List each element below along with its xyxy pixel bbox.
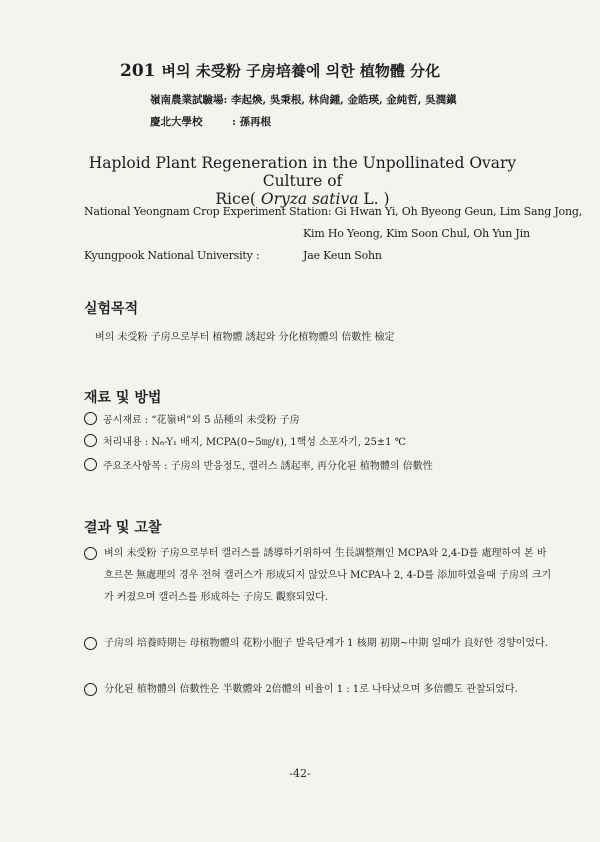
author-org-1: National Yeongnam Crop Experiment Station:: [84, 205, 332, 218]
methods-item-text: 주요조사항목 : 子房의 반응정도, 캘러스 誘起率, 再分化된 植物體의 倍數性: [103, 461, 433, 472]
paper-number: 201: [120, 61, 156, 81]
author-names-1a: Gi Hwan Yi, Oh Byeong Geun, Lim Sang Jong,: [334, 205, 583, 218]
affiliation-org: 嶺南農業試驗場:: [150, 94, 228, 106]
circle-bullet-icon: [84, 434, 97, 447]
affiliation-names: 李起煥, 吳秉根, 林尙鍾, 金皓瑛, 金純哲, 吳潤鎭: [231, 94, 457, 106]
english-title-line-1: Haploid Plant Regeneration in the Unpollinated Ovary Culture of: [88, 154, 517, 190]
circle-bullet-icon: [84, 458, 97, 471]
methods-item: [84, 432, 406, 454]
results-item-text: 벼의 未受粉 子房으로부터 캘러스를 誘導하기위하여 生長調整劑인 MCPA와 2,4-D를 處理하여 본 바 흐르몬 無處理의 경우 전혀 캘러스가 形成되지 않았으나 MCPA나 2, 4-D를 添加하였을때 子房의 크기가 커졌으며 캘러스를 形成하는 子房도 觀察되었다.: [104, 548, 552, 603]
author-names-2: Jae Keun Sohn: [303, 249, 382, 262]
circle-bullet-icon: [84, 412, 97, 425]
species-name: Oryza sativa: [260, 190, 359, 208]
affiliation-2: [150, 114, 271, 129]
affiliation-1: [150, 92, 457, 107]
results-item: [84, 543, 554, 609]
affiliation-names: : 孫再根: [232, 116, 272, 128]
circle-bullet-icon: [84, 547, 97, 560]
methods-item: [84, 410, 300, 432]
section-heading-results: 결과 및 고찰: [84, 520, 162, 536]
methods-item: [84, 456, 433, 478]
page-number: -42-: [289, 767, 311, 780]
english-title-suffix: L. ): [363, 190, 390, 208]
circle-bullet-icon: [84, 637, 97, 650]
english-title: [60, 154, 545, 208]
results-item: [84, 633, 554, 655]
methods-item-text: 공시재료 : “花嶺벼”외 5 品種의 未受粉 子房: [103, 415, 300, 426]
section-heading-objective: 실험목적: [84, 301, 139, 317]
objective-text: 벼의 未受粉 子房으로부터 植物體 誘起와 分化植物體의 倍數性 檢定: [95, 332, 395, 343]
korean-title-text: 벼의 未受粉 子房培養에 의한 植物體 分化: [161, 62, 441, 80]
korean-title: [120, 60, 440, 81]
english-title-prefix: Rice(: [215, 190, 256, 208]
author-names-1b: Kim Ho Yeong, Kim Soon Chul, Oh Yun Jin: [303, 227, 530, 240]
author-line-2: [84, 249, 382, 262]
results-item: [84, 679, 554, 701]
circle-bullet-icon: [84, 683, 97, 696]
affiliation-org: 慶北大學校: [150, 116, 203, 128]
results-item-text: 分化된 植物體의 倍數性은 半數體와 2倍體의 비율이 1 : 1로 나타났으며 多倍體도 관찰되었다.: [104, 684, 518, 695]
results-item-text: 子房의 培養時期는 母植物體의 花粉小胞子 발육단계가 1 核期 初期~中期 일때가 良好한 경향이었다.: [104, 638, 548, 649]
author-org-2: Kyungpook National University :: [84, 249, 260, 262]
section-heading-methods: 재료 및 방법: [84, 390, 162, 406]
methods-item-text: 처리내용 : N₆-Y₁ 배지, MCPA(0~5㎎/ℓ), 1핵성 소포자기, 25±1 ℃: [103, 437, 406, 448]
author-line-1: [84, 205, 582, 218]
